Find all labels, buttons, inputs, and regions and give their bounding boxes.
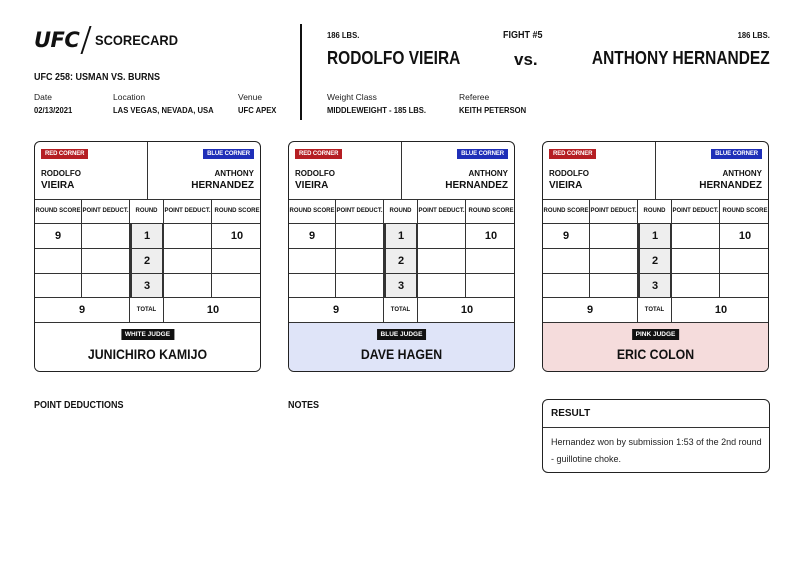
round-row: [35, 224, 260, 249]
score-header-row: [543, 200, 768, 224]
blue-round-score: [212, 249, 261, 273]
blue-round-score-header: ROUND SCORE: [214, 208, 260, 214]
blue-total-score: 10: [206, 304, 220, 316]
red-point-deduct-header: POINT DEDUCT.: [82, 200, 130, 223]
blue-last-name: HERNANDEZ: [191, 180, 254, 191]
referee-value: KEITH PETERSON: [459, 105, 527, 115]
total-label: TOTAL: [130, 298, 164, 322]
corner-divider: [401, 142, 402, 200]
round-header: ROUND: [638, 200, 672, 223]
round-number: 2: [130, 249, 164, 273]
blue-point-deduct-header: POINT DEDUCT.: [164, 200, 212, 223]
venue-value: UFC APEX: [238, 105, 277, 115]
round-row: [289, 249, 514, 274]
red-point-deduction: [590, 274, 638, 297]
red-round-score-header: ROUND SCORE: [543, 200, 590, 223]
corner-divider: [147, 142, 148, 200]
red-first-name: RODOLFO: [549, 169, 589, 178]
blue-point-deduction: [164, 224, 212, 248]
blue-corner-fighter: [191, 168, 254, 192]
judge-color-badge: PINK JUDGE: [632, 329, 680, 340]
corner-header: [543, 142, 768, 200]
blue-weight: 186 LBS.: [737, 30, 770, 40]
ufc-logo-text: UFC: [34, 28, 80, 52]
weight-class-label: Weight Class: [327, 92, 377, 102]
notes-title: NOTES: [288, 400, 320, 411]
score-header-row: [35, 200, 260, 224]
red-last-name: VIEIRA: [41, 180, 75, 191]
referee-label: Referee: [459, 92, 490, 102]
judge-box: [289, 323, 514, 372]
logo-divider: [81, 26, 92, 54]
blue-round-score: 10: [484, 230, 498, 242]
blue-last-name: HERNANDEZ: [699, 180, 762, 191]
red-point-deduction: [336, 274, 384, 297]
judge-name: DAVE HAGEN: [360, 346, 443, 362]
red-fighter-name: RODOLFO VIEIRA: [327, 48, 461, 68]
round-number: 2: [638, 249, 672, 273]
round-number: 1: [384, 224, 418, 248]
blue-point-deduct-header: POINT DEDUCT.: [672, 200, 720, 223]
blue-point-deduction: [672, 224, 720, 248]
blue-corner-badge: BLUE CORNER: [457, 149, 508, 159]
blue-last-name: HERNANDEZ: [445, 180, 508, 191]
round-number: 1: [130, 224, 164, 248]
red-round-score: [35, 249, 82, 273]
red-round-score-header: ROUND SCORE: [35, 200, 82, 223]
blue-round-score: [466, 249, 515, 273]
red-total-score: 9: [543, 298, 638, 322]
total-label: TOTAL: [638, 298, 672, 322]
blue-fighter-name: ANTHONY HERNANDEZ: [592, 48, 770, 68]
blue-total-score: 10: [460, 304, 474, 316]
blue-corner-fighter: [445, 168, 508, 192]
blue-point-deduction: [164, 274, 212, 297]
blue-corner-badge: BLUE CORNER: [203, 149, 254, 159]
red-point-deduction: [336, 249, 384, 273]
scorecard-judge-1: [34, 141, 261, 372]
blue-round-score: 10: [230, 230, 244, 242]
result-box: [542, 399, 770, 473]
round-row: [35, 274, 260, 298]
blue-round-score: [212, 274, 261, 297]
result-divider: [543, 427, 769, 428]
round-row: [543, 224, 768, 249]
red-weight: 186 LBS.: [327, 30, 360, 40]
red-corner-fighter: [295, 168, 335, 192]
round-number: 1: [638, 224, 672, 248]
blue-point-deduction: [672, 249, 720, 273]
red-point-deduction: [82, 274, 130, 297]
location-value: LAS VEGAS, NEVADA, USA: [113, 105, 214, 115]
red-corner-badge: RED CORNER: [295, 149, 342, 159]
total-label: TOTAL: [384, 298, 418, 322]
red-corner-fighter: [549, 168, 589, 192]
round-header: ROUND: [130, 200, 164, 223]
result-title: RESULT: [551, 408, 591, 419]
header-divider: [300, 24, 302, 120]
red-round-score: [543, 274, 590, 297]
scorecard-judge-2: [288, 141, 515, 372]
round-number: 3: [384, 274, 418, 297]
red-corner-badge: RED CORNER: [41, 149, 88, 159]
blue-total-score: 10: [714, 304, 728, 316]
red-round-score: [35, 274, 82, 297]
red-point-deduction: [590, 224, 638, 248]
corner-header: [35, 142, 260, 200]
red-round-score: [543, 249, 590, 273]
venue-label: Venue: [238, 92, 263, 102]
judge-box: [543, 323, 768, 372]
blue-point-deduction: [672, 274, 720, 297]
blue-point-deduct-header: POINT DEDUCT.: [418, 200, 466, 223]
red-total-score: 9: [35, 298, 130, 322]
blue-corner-fighter: [699, 168, 762, 192]
ufc-logo: [34, 26, 186, 54]
red-last-name: VIEIRA: [295, 180, 329, 191]
judge-name: JUNICHIRO KAMIJO: [87, 346, 208, 362]
round-row: [35, 249, 260, 274]
total-row: [35, 298, 260, 323]
weight-class-value: MIDDLEWEIGHT - 185 LBS.: [327, 105, 427, 115]
vs-label: vs.: [514, 50, 538, 69]
red-total-score: 9: [289, 298, 384, 322]
red-round-score-header: ROUND SCORE: [289, 200, 336, 223]
red-round-score: [289, 274, 336, 297]
corner-header: [289, 142, 514, 200]
blue-round-score: 10: [738, 230, 752, 242]
date-label: Date: [34, 92, 52, 102]
scorecard-label: SCORECARD: [95, 32, 179, 48]
blue-point-deduction: [164, 249, 212, 273]
location-label: Location: [113, 92, 146, 102]
blue-first-name: ANTHONY: [722, 169, 762, 178]
round-row: [289, 224, 514, 249]
result-text: Hernandez won by submission 1:53 of the 2nd round - guillotine choke.: [551, 437, 762, 464]
blue-round-score-header: ROUND SCORE: [468, 208, 514, 214]
blue-round-score: [466, 274, 515, 297]
blue-first-name: ANTHONY: [468, 169, 508, 178]
blue-point-deduction: [418, 249, 466, 273]
red-corner-fighter: [41, 168, 81, 192]
red-first-name: RODOLFO: [41, 169, 81, 178]
round-header: ROUND: [384, 200, 418, 223]
blue-point-deduction: [418, 274, 466, 297]
red-round-score: 9: [35, 224, 82, 248]
point-deductions-title: POINT DEDUCTIONS: [34, 400, 124, 411]
red-point-deduction: [590, 249, 638, 273]
blue-first-name: ANTHONY: [214, 169, 254, 178]
round-number: 3: [638, 274, 672, 297]
total-row: [543, 298, 768, 323]
red-point-deduct-header: POINT DEDUCT.: [590, 200, 638, 223]
red-round-score: 9: [289, 224, 336, 248]
round-row: [289, 274, 514, 298]
fight-number: FIGHT #5: [503, 30, 543, 41]
round-number: 3: [130, 274, 164, 297]
judge-color-badge: WHITE JUDGE: [121, 329, 174, 340]
red-point-deduction: [82, 224, 130, 248]
corner-divider: [655, 142, 656, 200]
blue-round-score-header: ROUND SCORE: [722, 208, 768, 214]
judge-name: ERIC COLON: [616, 346, 695, 362]
round-row: [543, 249, 768, 274]
round-number: 2: [384, 249, 418, 273]
red-point-deduction: [336, 224, 384, 248]
round-row: [543, 274, 768, 298]
red-round-score: [289, 249, 336, 273]
blue-round-score: [720, 274, 769, 297]
judge-color-badge: BLUE JUDGE: [377, 329, 427, 340]
judge-box: [35, 323, 260, 372]
red-last-name: VIEIRA: [549, 180, 583, 191]
event-title: UFC 258: USMAN VS. BURNS: [34, 72, 161, 83]
score-header-row: [289, 200, 514, 224]
scorecard-judge-3: [542, 141, 769, 372]
date-value: 02/13/2021: [34, 105, 73, 115]
blue-round-score: [720, 249, 769, 273]
total-row: [289, 298, 514, 323]
blue-point-deduction: [418, 224, 466, 248]
red-first-name: RODOLFO: [295, 169, 335, 178]
red-corner-badge: RED CORNER: [549, 149, 596, 159]
red-point-deduction: [82, 249, 130, 273]
red-round-score: 9: [543, 224, 590, 248]
red-point-deduct-header: POINT DEDUCT.: [336, 200, 384, 223]
blue-corner-badge: BLUE CORNER: [711, 149, 762, 159]
